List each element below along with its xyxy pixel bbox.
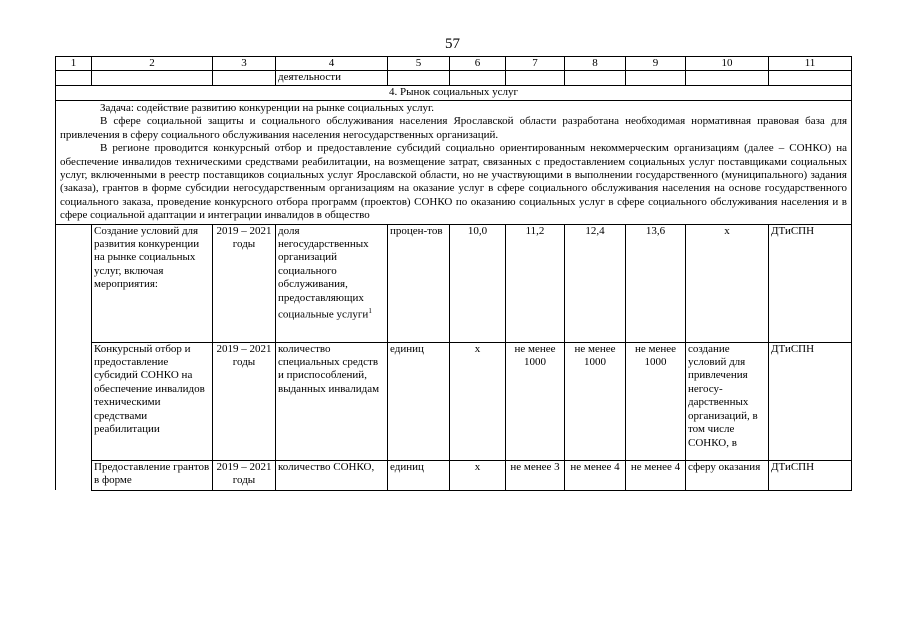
table-row — [56, 224, 852, 342]
column-number: 6 — [450, 57, 506, 71]
indicator-cell: количество специальных средств и приспособлений, выданных инвалидам — [276, 342, 388, 460]
column-number: 7 — [506, 57, 565, 71]
executor-cell: ДТиСПН — [769, 342, 852, 460]
executor-cell: ДТиСПН — [769, 224, 852, 342]
unit-cell: единиц — [388, 342, 450, 460]
value-cell: 13,6 — [626, 224, 686, 342]
column-number: 1 — [56, 57, 92, 71]
column-number: 2 — [92, 57, 213, 71]
result-cell: сферу оказания — [686, 460, 769, 490]
executor-cell: ДТиСПН — [769, 460, 852, 490]
unit-cell: процен-тов — [388, 224, 450, 342]
value-cell: не менее 4 — [565, 460, 626, 490]
column-number: 10 — [686, 57, 769, 71]
column-number: 3 — [213, 57, 276, 71]
table-row — [56, 460, 852, 490]
value-cell: 12,4 — [565, 224, 626, 342]
result-cell: х — [686, 224, 769, 342]
page-number: 57 — [445, 36, 460, 52]
period-cell: 2019 – 2021 годы — [213, 224, 276, 342]
value-cell: не менее 1000 — [506, 342, 565, 460]
table-row — [56, 342, 852, 460]
unit-cell: единиц — [388, 460, 450, 490]
value-cell: не менее 1000 — [565, 342, 626, 460]
task-paragraph: Задача: содействие развитию конкуренции на рынке социальных услуг. — [100, 102, 435, 114]
value-cell: не менее 4 — [626, 460, 686, 490]
task-paragraph: В сфере социальной защиты и социального обслуживания населения Ярославской области разработана необходимая нормативная правовая база для привлечения в сферу социального обслуживания населения негосударственных организаций. — [60, 115, 847, 141]
column-number: 11 — [769, 57, 852, 71]
indicator-cell: количество СОНКО, — [276, 460, 388, 490]
column-number-row — [56, 57, 852, 71]
column-number: 9 — [626, 57, 686, 71]
column-number: 4 — [276, 57, 388, 71]
footnote-marker: 1 — [368, 307, 372, 316]
period-cell: 2019 – 2021 годы — [213, 460, 276, 490]
column-number: 8 — [565, 57, 626, 71]
section-title: 4. Рынок социальных услуг — [56, 86, 852, 101]
indicator-cell: доля негосударственных организаций социального обслуживания, предоставляющих социальные услуги$^1$ — [276, 224, 388, 342]
measure-cell: Предоставление грантов в форме — [92, 460, 213, 490]
value-cell: 11,2 — [506, 224, 565, 342]
task-paragraph: В регионе проводится конкурсный отбор и предоставление субсидий социально ориентированным некоммерческим организациям (далее – СОНКО) на обеспечение инвалидов техническими средствами реабилитации, на возмещение затрат, связанных с предоставлением социальных услуг поставщиками социальных услуг, включенными в реестр поставщиков социальных услуг Ярославской области, но не участвующими в выполнении государственного (муниципального) задания (заказа), грантов в форме субсидии негосударственным организациям на оказание услуг в сфере социального обслуживания населения на основе государственного социального заказа, проведение конкурсного отбора программ (проектов) СОНКО по оказанию социальных услуг в сфере социального обслуживания населения и в сфере социальной адаптации и интеграции инвалидов в общество — [60, 142, 847, 222]
task-row — [56, 101, 852, 225]
task-description — [56, 101, 852, 225]
result-cell: создание условий для привлечения негосу-дарственных организаций, в том числе СОНКО, в — [686, 342, 769, 460]
value-cell: х — [450, 342, 506, 460]
value-cell: не менее 1000 — [626, 342, 686, 460]
value-cell: 10,0 — [450, 224, 506, 342]
measure-cell: Конкурсный отбор и предоставление субсидий СОНКО на обеспечение инвалидов техническими средствами реабилитации — [92, 342, 213, 460]
period-cell: 2019 – 2021 годы — [213, 342, 276, 460]
continuation-text: деятельности — [276, 71, 388, 86]
document-table — [55, 56, 852, 491]
column-number: 5 — [388, 57, 450, 71]
value-cell: не менее 3 — [506, 460, 565, 490]
section-row — [56, 86, 852, 101]
value-cell: х — [450, 460, 506, 490]
measure-cell: Создание условий для развития конкуренции на рынке социальных услуг, включая мероприятия: — [92, 224, 213, 342]
continuation-row — [56, 71, 852, 86]
